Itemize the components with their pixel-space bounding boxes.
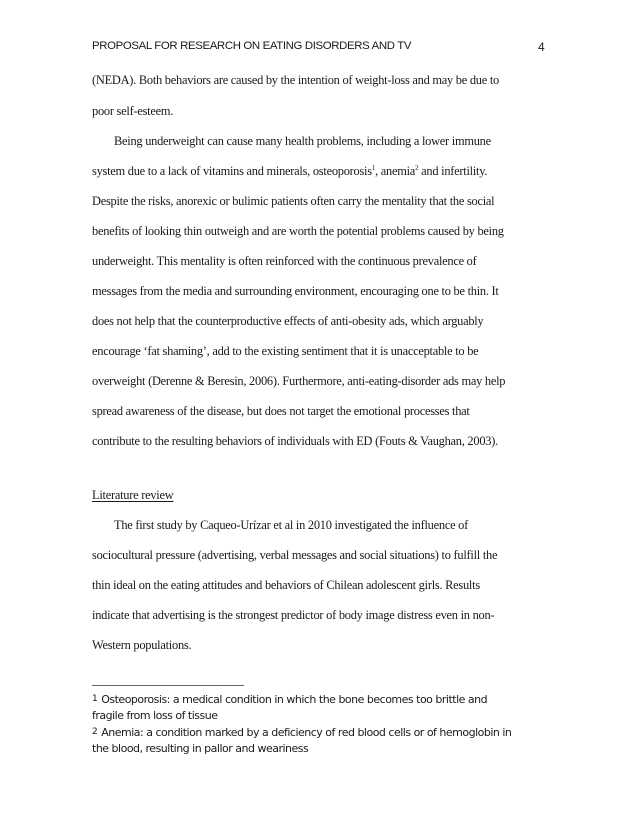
body-line: indicate that advertising is the strongest predictor of body image distress even in non- bbox=[92, 608, 495, 622]
body-line: sociocultural pressure (advertising, verbal messages and social situations) to fulfill the bbox=[92, 548, 498, 562]
footnote-marker: 2 bbox=[92, 727, 98, 737]
footnote-1-continued: fragile from loss of tissue bbox=[92, 709, 218, 722]
body-line: The first study by Caqueo-Urízar et al in 2010 investigated the influence of bbox=[114, 518, 468, 532]
body-text-fragment: and infertility. bbox=[418, 164, 488, 178]
footnote-text: Anemia: a condition marked by a deficiency of red blood cells or of hemoglobin in bbox=[101, 726, 512, 739]
footnote-marker: 1 bbox=[92, 694, 98, 704]
body-line: thin ideal on the eating attitudes and behaviors of Chilean adolescent girls. Results bbox=[92, 578, 480, 592]
body-line: Being underweight can cause many health problems, including a lower immune bbox=[114, 134, 491, 148]
footnote-separator bbox=[92, 685, 244, 686]
body-line: contribute to the resulting behaviors of individuals with ED (Fouts & Vaughan, 2003). bbox=[92, 434, 498, 448]
body-line: overweight (Derenne & Beresin, 2006). Furthermore, anti-eating-disorder ads may help bbox=[92, 374, 506, 388]
section-heading: Literature review bbox=[92, 488, 174, 502]
body-line: spread awareness of the disease, but does not target the emotional processes that bbox=[92, 404, 470, 418]
body-line: does not help that the counterproductive effects of anti-obesity ads, which arguably bbox=[92, 314, 484, 328]
footnote-2 bbox=[92, 726, 511, 739]
body-line: poor self-esteem. bbox=[92, 104, 174, 118]
body-line: Despite the risks, anorexic or bulimic patients often carry the mentality that the social bbox=[92, 194, 495, 208]
footnote-2-continued: the blood, resulting in pallor and weariness bbox=[92, 742, 309, 755]
body-line: (NEDA). Both behaviors are caused by the intention of weight-loss and may be due to bbox=[92, 73, 499, 87]
body-line bbox=[92, 164, 487, 179]
page-number: 4 bbox=[538, 40, 545, 54]
running-header: PROPOSAL FOR RESEARCH ON EATING DISORDERS AND TV bbox=[92, 40, 412, 52]
footnote-ref-2: 2 bbox=[415, 164, 419, 172]
body-line: messages from the media and surrounding environment, encouraging one to be thin. It bbox=[92, 284, 499, 298]
body-line: Western populations. bbox=[92, 638, 192, 652]
footnote-ref-1: 1 bbox=[371, 164, 376, 172]
body-text-fragment: system due to a lack of vitamins and minerals, osteoporosis bbox=[92, 164, 372, 178]
footnote-1 bbox=[92, 693, 487, 706]
body-line: underweight. This mentality is often reinforced with the continuous prevalence of bbox=[92, 254, 477, 268]
footnote-text: Osteoporosis: a medical condition in which the bone becomes too brittle and bbox=[101, 693, 488, 706]
body-text-fragment: , anemia bbox=[375, 164, 416, 178]
body-line: encourage ‘fat shaming’, add to the existing sentiment that it is unacceptable to be bbox=[92, 344, 479, 358]
body-line: benefits of looking thin outweigh and are worth the potential problems caused by being bbox=[92, 224, 504, 238]
